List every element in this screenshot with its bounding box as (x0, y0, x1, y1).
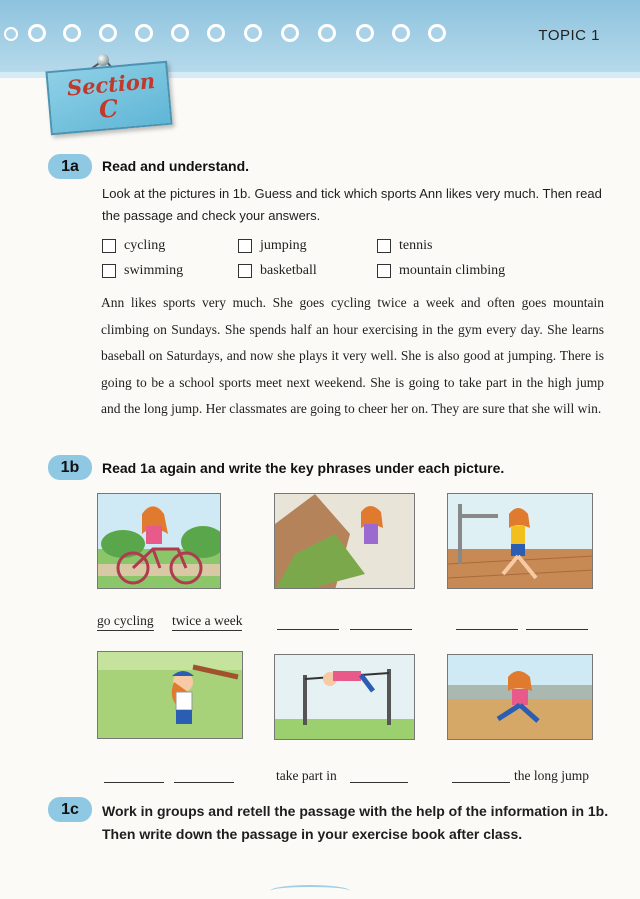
option-cycling[interactable]: cycling (102, 238, 165, 254)
cycling-picture (97, 493, 221, 589)
ring-decoration (171, 24, 189, 42)
ring-decoration (63, 24, 81, 42)
checkbox[interactable] (102, 264, 116, 278)
option-jumping[interactable]: jumping (238, 238, 307, 254)
exercise-title-1a: Read and understand. (102, 158, 250, 174)
option-swimming[interactable]: swimming (102, 263, 183, 279)
answer-twice-a-week: twice a week (172, 613, 242, 631)
footer-swoosh-decoration (270, 885, 350, 897)
ring-decoration (4, 27, 18, 41)
ring-decoration (356, 24, 374, 42)
ring-decoration (281, 24, 299, 42)
ring-decoration (318, 24, 336, 42)
answer-blank[interactable] (174, 781, 234, 783)
checkbox[interactable] (377, 239, 391, 253)
exercise-badge-1c: 1c (48, 797, 92, 822)
answer-blank[interactable] (277, 628, 339, 630)
exercise-badge-1a: 1a (48, 154, 92, 179)
option-mountain-climbing[interactable]: mountain climbing (377, 263, 505, 279)
topic-label: TOPIC 1 (538, 27, 600, 44)
exercise-title-1b: Read 1a again and write the key phrases under each picture. (102, 460, 505, 476)
answer-blank[interactable] (350, 628, 412, 630)
ring-decoration (392, 24, 410, 42)
answer-blank[interactable] (104, 781, 164, 783)
ring-decoration (428, 24, 446, 42)
pin-icon (97, 54, 109, 66)
section-word: Section (65, 67, 156, 101)
ring-decoration (207, 24, 225, 42)
answer-blank[interactable] (456, 628, 518, 630)
gym-exercise-picture (447, 493, 593, 589)
section-letter: C (97, 93, 120, 124)
exercise-text-1c: Work in groups and retell the passage with the help of the information in 1b. Then write down the passage in your exercise book after class. (102, 803, 609, 842)
reading-passage: Ann likes sports very much. She goes cycling twice a week and often goes mountain climbing on Sundays. She spends half an hour exercising in the gym every day. She learns baseball on Saturdays, and now she plays it very well. She is also good at jumping. There is going to be a school sports meet next weekend. She is going to take part in the high jump and the long jump. Her classmates are going to cheer her on. They are sure that she will win. (101, 295, 604, 416)
mountain-climbing-picture (274, 493, 415, 589)
ring-decoration (244, 24, 262, 42)
ring-decoration (135, 24, 153, 42)
exercise-badge-1b: 1b (48, 455, 92, 480)
instruction-1a: Look at the pictures in 1b. Guess and tick which sports Ann likes very much. Then read the passage and check your answers. (102, 186, 602, 223)
checkbox[interactable] (102, 239, 116, 253)
checkbox[interactable] (238, 239, 252, 253)
ring-decoration (99, 24, 117, 42)
option-tennis[interactable]: tennis (377, 238, 432, 254)
answer-go-cycling: go cycling (97, 613, 154, 631)
ring-decoration (28, 24, 46, 42)
option-basketball[interactable]: basketball (238, 263, 317, 279)
answer-the-long-jump: the long jump (514, 768, 589, 783)
answer-blank[interactable] (526, 628, 588, 630)
answer-blank[interactable] (452, 781, 510, 783)
checkbox[interactable] (377, 264, 391, 278)
high-jump-picture (274, 654, 415, 740)
checkbox[interactable] (238, 264, 252, 278)
answer-take-part-in: take part in (276, 768, 337, 783)
answer-blank[interactable] (350, 781, 408, 783)
section-tag (45, 61, 172, 135)
baseball-picture (97, 651, 243, 739)
long-jump-picture (447, 654, 593, 740)
